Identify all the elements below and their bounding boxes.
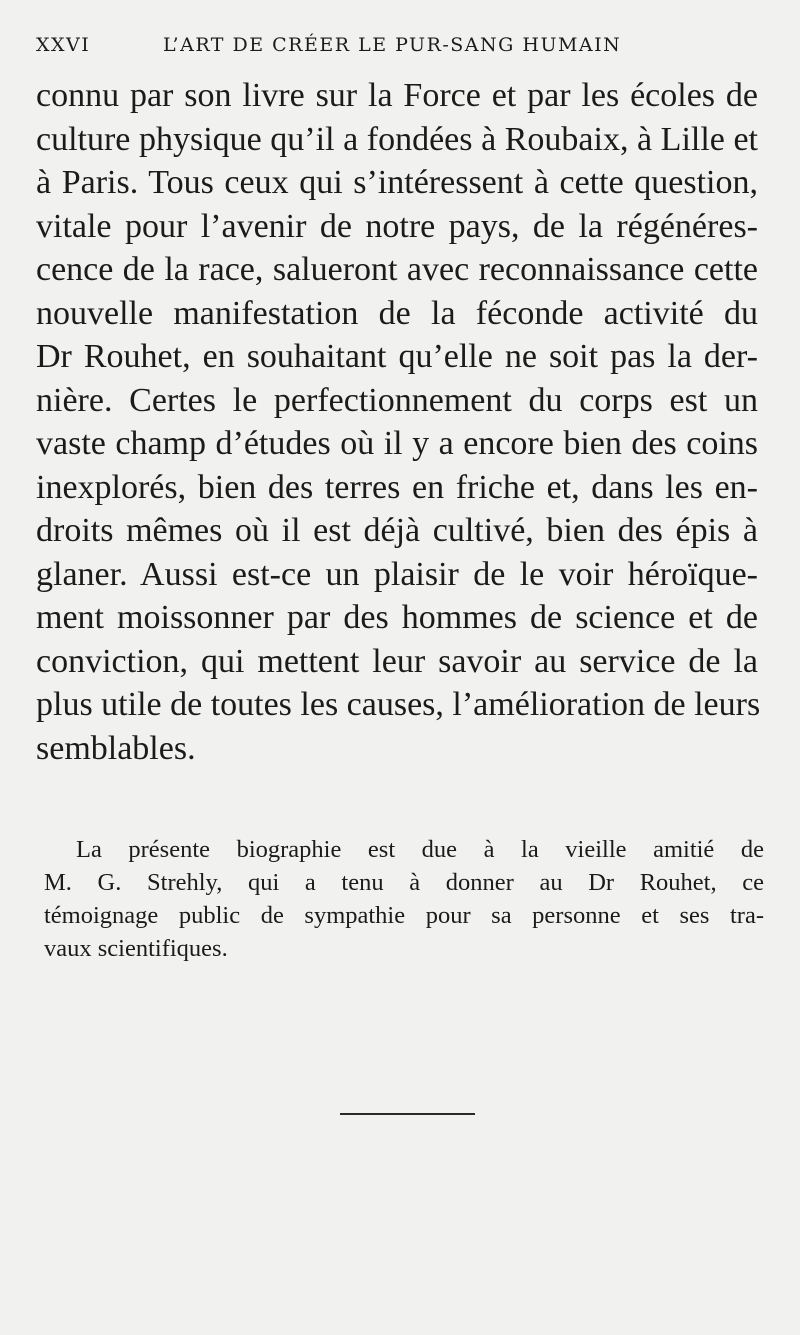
note-line: vaux scientifiques.	[44, 935, 228, 962]
body-line: glaner. Aussi est-ce un plaisir de le voir héroïque-	[36, 555, 758, 593]
note-line: La présente biographie est due à la vieille amitié de	[76, 836, 764, 863]
body-line: nouvelle manifestation de la féconde activité du	[36, 294, 758, 332]
body-line: Dr Rouhet, en souhaitant qu’elle ne soit pas la der-	[36, 338, 758, 375]
body-line: nière. Certes le perfectionnement du corps est un	[36, 381, 758, 419]
body-paragraph	[36, 74, 761, 770]
note-line: témoignage public de sympathie pour sa personne et ses tra-	[44, 902, 764, 929]
biography-note	[44, 833, 764, 965]
body-line: à Paris. Tous ceux qui s’intéressent à cette question,	[36, 164, 758, 201]
body-line: cence de la race, salueront avec reconnaissance cette	[36, 251, 758, 288]
body-line: conviction, qui mettent leur savoir au service de la	[36, 642, 758, 680]
body-line: vitale pour l’avenir de notre pays, de la régénéres-	[36, 207, 758, 245]
body-line: culture physique qu’il a fondées à Roubaix, à Lille et	[36, 120, 758, 158]
body-line: connu par son livre sur la Force et par les écoles de	[36, 77, 758, 114]
body-line: vaste champ d’études où il y a encore bien des coins	[36, 425, 758, 462]
body-line: semblables.	[36, 729, 196, 767]
body-line: inexplorés, bien des terres en friche et, dans les en-	[36, 468, 758, 506]
body-line: droits mêmes où il est déjà cultivé, bien des épis à	[36, 512, 758, 549]
body-line: plus utile de toutes les causes, l’amélioration de leurs	[36, 686, 761, 723]
note-line: M. G. Strehly, qui a tenu à donner au Dr Rouhet, ce	[44, 869, 764, 896]
running-title: L’ART DE CRÉER LE PUR-SANG HUMAIN	[163, 34, 622, 56]
body-line: ment moissonner par des hommes de science et de	[36, 599, 758, 636]
page-header	[36, 34, 756, 60]
end-rule	[340, 1113, 475, 1115]
page-number: XXVI	[36, 34, 91, 56]
